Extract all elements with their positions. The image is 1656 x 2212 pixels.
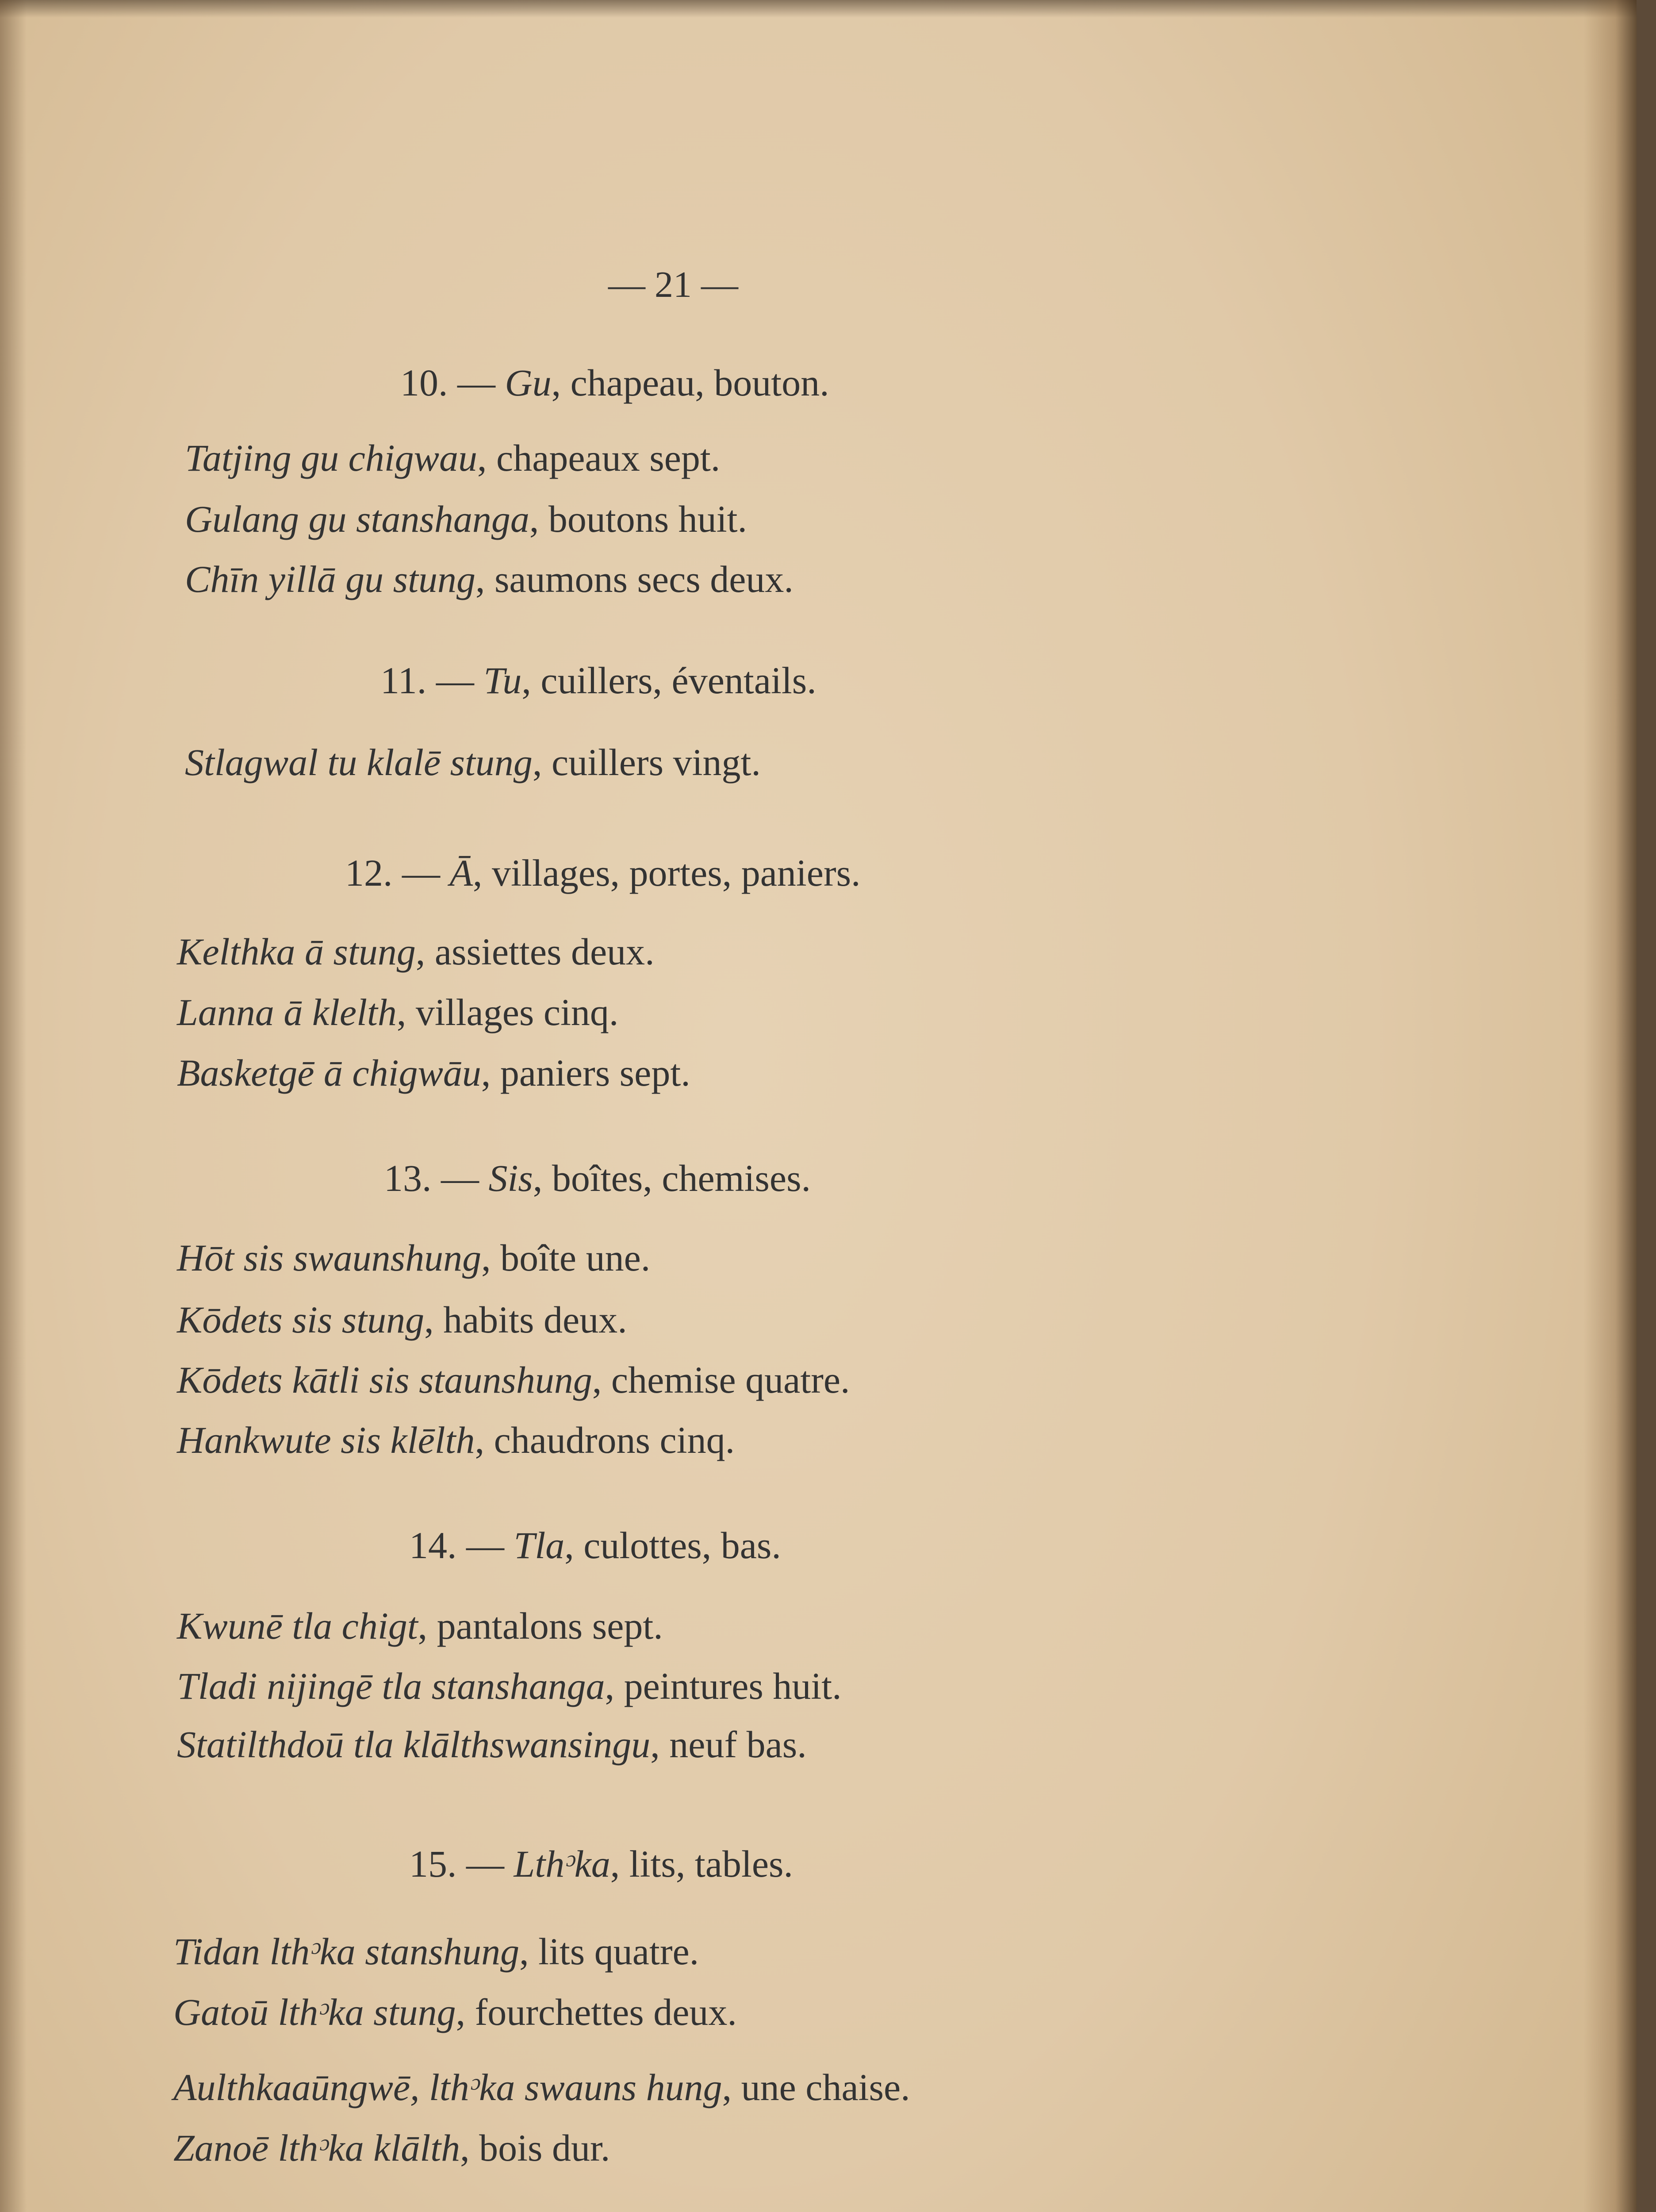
section-number: 13. bbox=[384, 1157, 432, 1199]
heading-term: Ā bbox=[449, 852, 473, 894]
section-number: 12. bbox=[345, 852, 393, 894]
heading-term: Tu bbox=[483, 659, 522, 702]
example-french: , chapeaux sept. bbox=[477, 437, 721, 479]
example-native: Kwunē tla chigt bbox=[177, 1605, 418, 1647]
heading-gloss: , chapeau, bouton. bbox=[551, 361, 829, 404]
example-french: , cuillers vingt. bbox=[532, 741, 761, 783]
example-line bbox=[177, 1723, 807, 1766]
example-native: Tatjing gu chigwau bbox=[185, 437, 478, 479]
page-shadow-left bbox=[0, 0, 27, 2212]
example-french: , une chaise. bbox=[722, 2066, 910, 2108]
section-heading bbox=[380, 659, 816, 702]
page-number: — 21 — bbox=[608, 264, 738, 305]
example-line bbox=[177, 993, 618, 1031]
example-french: , boîte une. bbox=[481, 1237, 651, 1279]
heading-gloss: , lits, tables. bbox=[610, 1843, 793, 1885]
example-french: , bois dur. bbox=[460, 2127, 610, 2169]
example-french: , assiettes deux. bbox=[415, 930, 655, 973]
example-native: Gulang gu stanshanga bbox=[185, 498, 529, 540]
heading-term: Sis bbox=[488, 1157, 533, 1199]
example-native: Basketgē ā chigwāu bbox=[177, 1052, 481, 1094]
heading-term: Lthᵓka bbox=[514, 1843, 610, 1885]
example-line bbox=[177, 1054, 690, 1092]
example-line bbox=[173, 1930, 699, 1973]
section-number: 14. bbox=[409, 1524, 457, 1567]
example-native: Stlagwal tu klalē stung bbox=[185, 741, 533, 783]
example-native: Kōdets kātli sis staunshung bbox=[177, 1359, 592, 1401]
example-line bbox=[185, 743, 761, 781]
section-heading bbox=[384, 1159, 811, 1197]
example-french: , fourchettes deux. bbox=[456, 1991, 737, 2033]
example-native: Lanna ā klelth bbox=[177, 991, 397, 1033]
example-french: , chaudrons cinq. bbox=[475, 1419, 735, 1461]
example-line bbox=[177, 930, 655, 973]
heading-dash: — bbox=[466, 1843, 504, 1885]
example-native: Hankwute sis klēlth bbox=[177, 1419, 475, 1461]
example-native: Zanoē lthᵓka klālth bbox=[173, 2127, 460, 2169]
heading-gloss: , culottes, bas. bbox=[564, 1524, 781, 1567]
example-french: , villages cinq. bbox=[396, 991, 619, 1033]
example-line bbox=[185, 500, 747, 538]
section-heading bbox=[409, 1845, 793, 1883]
example-line bbox=[177, 1667, 842, 1705]
section-number: 10. bbox=[400, 361, 448, 404]
example-line bbox=[177, 1361, 850, 1399]
example-french: , boutons huit. bbox=[529, 498, 747, 540]
page-shadow-top bbox=[0, 0, 1637, 18]
example-line bbox=[177, 1607, 663, 1645]
section-number: 11. bbox=[380, 659, 427, 702]
heading-term: Gu bbox=[505, 361, 552, 404]
section-number: 15. bbox=[409, 1843, 457, 1885]
example-line bbox=[177, 1421, 735, 1459]
page-edge bbox=[1583, 0, 1637, 2212]
example-french: , saumons secs deux. bbox=[475, 558, 794, 600]
example-french: , chemise quatre. bbox=[592, 1359, 850, 1401]
example-line bbox=[177, 1298, 627, 1341]
heading-dash: — bbox=[436, 659, 474, 702]
section-heading bbox=[400, 361, 829, 404]
example-native: Tidan lthᵓka stanshung bbox=[173, 1930, 520, 1973]
section-heading bbox=[409, 1524, 781, 1567]
example-line bbox=[177, 1239, 650, 1277]
heading-term: Tla bbox=[514, 1524, 565, 1567]
example-native: Tladi nijingē tla stanshanga bbox=[177, 1665, 605, 1707]
heading-gloss: , boîtes, chemises. bbox=[533, 1157, 811, 1199]
heading-dash: — bbox=[402, 852, 440, 894]
example-line bbox=[173, 2129, 610, 2167]
heading-dash: — bbox=[441, 1157, 479, 1199]
example-native: Statilthdoū tla klālthswansingu bbox=[177, 1723, 651, 1766]
example-line bbox=[173, 2068, 910, 2106]
heading-gloss: , cuillers, éventails. bbox=[521, 659, 816, 702]
section-heading bbox=[345, 854, 861, 892]
example-french: , neuf bas. bbox=[650, 1723, 807, 1766]
example-line bbox=[173, 1993, 737, 2031]
heading-gloss: , villages, portes, paniers. bbox=[473, 852, 861, 894]
example-line bbox=[185, 560, 794, 598]
example-french: , peintures huit. bbox=[605, 1665, 842, 1707]
example-french: , paniers sept. bbox=[481, 1052, 690, 1094]
heading-dash: — bbox=[457, 361, 495, 404]
example-native: Gatoū lthᵓka stung bbox=[173, 1991, 456, 2033]
example-french: , habits deux. bbox=[424, 1298, 627, 1341]
example-native: Kōdets sis stung bbox=[177, 1298, 425, 1341]
heading-dash: — bbox=[466, 1524, 504, 1567]
example-french: , pantalons sept. bbox=[418, 1605, 663, 1647]
example-native: Aulthkaaūngwē, lthᵓka swauns hung bbox=[173, 2066, 722, 2108]
example-line bbox=[185, 439, 720, 477]
example-native: Chīn yillā gu stung bbox=[185, 558, 475, 600]
example-native: Hōt sis swaunshung bbox=[177, 1237, 482, 1279]
example-native: Kelthka ā stung bbox=[177, 930, 416, 973]
example-french: , lits quatre. bbox=[519, 1930, 699, 1973]
